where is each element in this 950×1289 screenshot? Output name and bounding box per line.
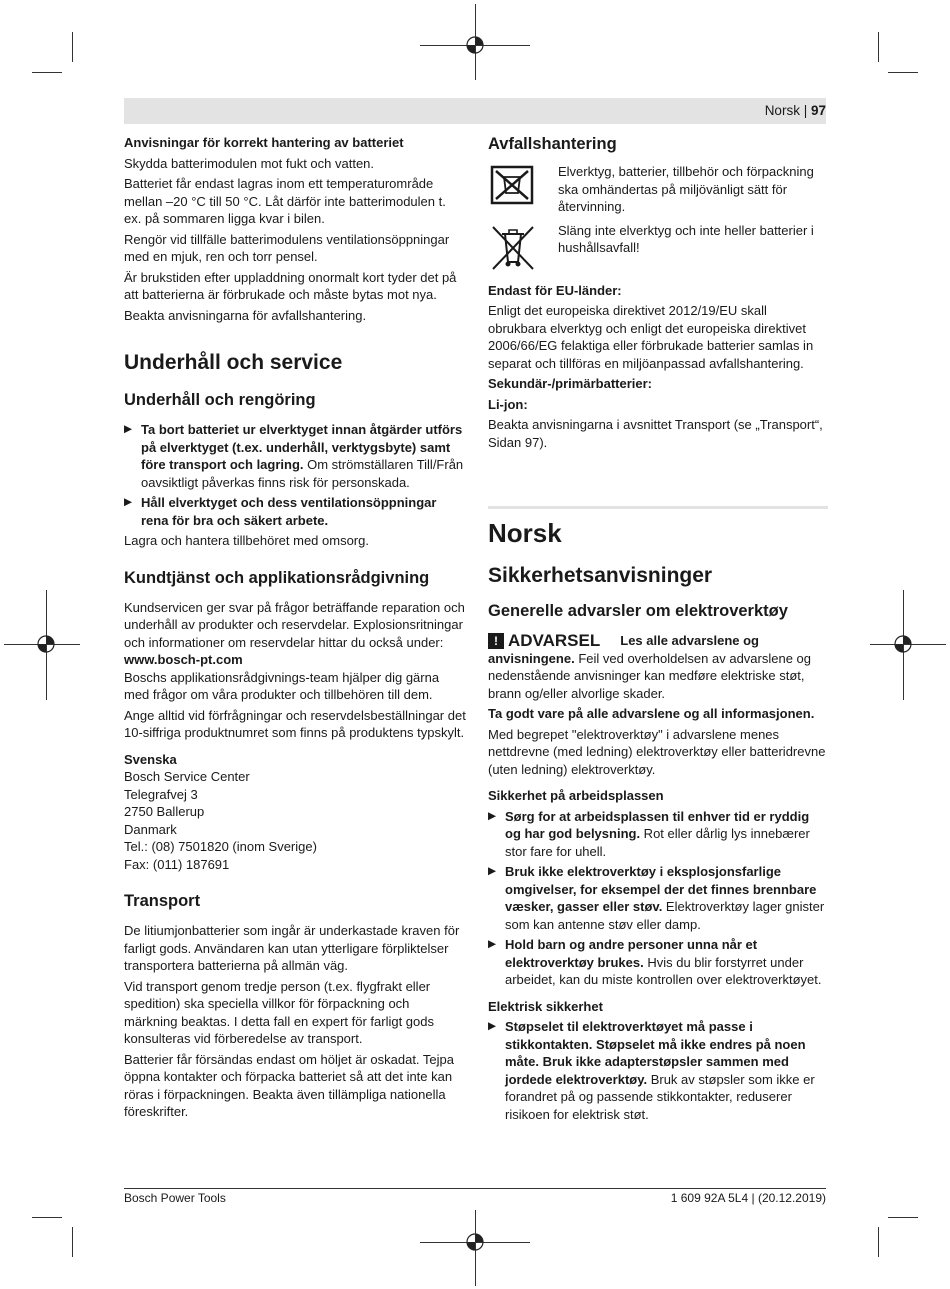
subsection-heading: Transport xyxy=(124,892,201,910)
crop-mark xyxy=(888,72,918,73)
right-column xyxy=(488,134,828,1126)
footer-rule xyxy=(124,1188,826,1189)
paragraph: Boschs applikationsrådgivnings-team hjälper dig gärna med frågor om våra produkter och tillbehören till dem. xyxy=(124,669,440,702)
crop-mark xyxy=(72,32,73,62)
crossed-bin-icon xyxy=(488,222,538,272)
list-item: ▶ Håll elverktyget och dess ventilationsöppningar rena för bra och säkert arbete. xyxy=(124,494,466,529)
elec-heading: Elektrisk sikkerhet xyxy=(488,998,603,1014)
crop-mark xyxy=(878,1227,879,1257)
list-item: ▶ Støpselet til elektroverktøyet må passe i stikkontakten. Støpselet må ikke endres på noen måte. Bruk ikke adapterstøpsler sammen med jordede elektroverktøy. Bruk av støpsler som ikke er forandret på og passende stikkontakter, reduserer risikoen for elektrisk støt. xyxy=(488,1018,828,1123)
crop-mark xyxy=(72,1227,73,1257)
list-item: ▶ Sørg for at arbeidsplassen til enhver tid er ryddig og har god belysning. Rot eller dårlig lys innebærer stor fare for uhell. xyxy=(488,808,828,861)
paragraph: Släng inte elverktyg och inte heller batterier i hushållsavfall! xyxy=(558,222,814,255)
registration-mark-icon xyxy=(464,1231,486,1253)
eu-heading: Endast för EU-länder: xyxy=(488,282,622,298)
paragraph: Rengör vid tillfälle batterimodulens ventilationsöppningar med en mjuk, ren och torr pensel. xyxy=(124,231,450,264)
header-bar xyxy=(124,98,826,124)
paragraph: Lagra och hantera tillbehöret med omsorg. xyxy=(124,533,369,548)
registration-mark-icon xyxy=(35,633,57,655)
subsection-heading: Underhåll och rengöring xyxy=(124,391,316,409)
paragraph: Enligt det europeiska direktivet 2012/19/EU skall obrukbara elverktyg och enligt det europeiska direktivet 2006/66/EG felaktiga eller förbrukade batterier samlas in separat och tillföras en miljöanpassad avfallshantering. xyxy=(488,303,814,371)
address-line: Telegrafvej 3 xyxy=(124,786,198,802)
paragraph: Vid transport genom tredje person (t.ex. flygfrakt eller spedition) ska speciella villkor för förpackning och märkning beaktas. I detta fall en expert för farligt gods konsulteras vid förberedelse av transport. xyxy=(124,978,435,1046)
paragraph-bold: Ta godt vare på alle advarslene og all informasjonen. xyxy=(488,706,815,721)
language-title: Norsk xyxy=(488,518,562,548)
footer-left: Bosch Power Tools xyxy=(124,1191,226,1205)
battery-heading: Anvisningar för korrekt hantering av batteriet xyxy=(124,135,404,150)
list-item: ▶ Bruk ikke elektroverktøy i eksplosjonsfarlige omgivelser, for eksempel der det finnes brennbare væsker, gasser eller støv. Elektroverktøy lager gnister som kan antenne støv eller damp. xyxy=(488,863,828,933)
subsection-heading: Generelle advarsler om elektroverktøy xyxy=(488,602,788,620)
paragraph: Är brukstiden efter uppladdning onormalt kort tyder det på att batterierna är förbrukade och måste bytas mot nya. xyxy=(124,269,457,302)
website-link[interactable]: www.bosch-pt.com xyxy=(124,652,243,667)
registration-mark-icon xyxy=(464,34,486,56)
section-title: Underhåll och service xyxy=(124,351,343,374)
instruction-list xyxy=(124,421,466,529)
paragraph: Beakta anvisningarna i avsnittet Transport (se „Transport“, Sidan 97). xyxy=(488,417,823,450)
paragraph: Ange alltid vid förfrågningar och reservdelsbeställningar det 10-siffriga produktnumret som finns på produktens typskylt. xyxy=(124,707,466,740)
paragraph: Batterier får försändas endast om höljet är oskadat. Tejpa öppna kontakter och förpacka batteriet så att det inte kan röras i förpackningen. Beakta även tillämpliga nationella föreskrifter. xyxy=(124,1051,455,1119)
warning-triangle-icon: ! xyxy=(488,633,504,649)
crop-mark xyxy=(32,1217,62,1218)
paragraph: De litiumjonbatterier som ingår är underkastade kraven för farligt gods. Användaren kan utan ytterligare förpliktelser transportera batterierna på allmän väg. xyxy=(124,923,460,973)
address-line: Tel.: (08) 7501820 (inom Sverige) xyxy=(124,839,317,854)
paragraph: Elverktyg, batterier, tillbehör och förpackning ska omhändertas på miljövänligt sätt för återvinning. xyxy=(558,164,814,214)
crop-mark xyxy=(32,72,62,73)
warning-paragraph: ! ADVARSEL Les alle advarslene og anvisningene. Feil ved overholdelsen av advarslene og nedenstående anvisninger kan medføre elektriske støt, brann og/eller alvorlige skader. xyxy=(488,631,812,701)
subsection-heading: Kundtjänst och applikationsrådgivning xyxy=(124,568,430,587)
recycle-package-icon xyxy=(488,163,538,213)
paragraph: Skydda batterimodulen mot fukt och vatten. xyxy=(124,155,375,171)
left-column xyxy=(124,134,466,1124)
address-line: Fax: (011) 187691 xyxy=(124,856,230,872)
instruction-list xyxy=(488,808,828,989)
page-number: 97 xyxy=(810,103,826,118)
address-line: 2750 Ballerup xyxy=(124,804,205,819)
paragraph: Beakta anvisningarna för avfallshantering. xyxy=(124,307,367,323)
address-country: Svenska xyxy=(124,751,177,767)
list-item: ▶ Ta bort batteriet ur elverktyget innan åtgärder utförs på elverktyget (t.ex. underhåll, verktygsbyte) samt före transport och lagring. Om strömställaren Till/Från oavsiktligt påverkas finns risk för personskada. xyxy=(124,421,466,491)
registration-mark-icon xyxy=(892,633,914,655)
paragraph: Med begrepet "elektroverktøy" i advarslene menes nettdrevne (med ledning) elektroverktøy eller batteridrevne (uten ledning) elektroverktøy. xyxy=(488,726,826,777)
liion-heading: Li-jon: xyxy=(488,396,528,412)
instruction-list xyxy=(488,1018,828,1123)
subsection-heading: Avfallshantering xyxy=(488,135,617,153)
work-heading: Sikkerhet på arbeidsplassen xyxy=(488,788,664,803)
warning-label: ! ADVARSEL xyxy=(488,632,600,650)
section-title: Sikkerhetsanvisninger xyxy=(488,564,713,587)
section-rule xyxy=(488,506,828,509)
list-item: ▶ Hold barn og andre personer unna når et elektroverktøy brukes. Hvis du blir forstyrret under arbeidet, kan du miste kontrollen over elektroverktøyet. xyxy=(488,936,828,989)
address-line: Danmark xyxy=(124,821,177,837)
disposal-row xyxy=(488,222,828,272)
batteries-heading: Sekundär-/primärbatterier: xyxy=(488,376,652,391)
header-section: Norsk xyxy=(764,103,800,118)
disposal-row xyxy=(488,163,828,216)
footer-right: 1 609 92A 5L4 | (20.12.2019) xyxy=(670,1191,826,1205)
page-header: Norsk | 97 xyxy=(764,103,826,118)
address-line: Bosch Service Center xyxy=(124,769,250,784)
paragraph: Kundservicen ger svar på frågor beträffande reparation och underhåll av produkter och reservdelar. Explosionsritningar och informationer om reservdelar hittar du också under: xyxy=(124,599,465,650)
crop-mark xyxy=(888,1217,918,1218)
crop-mark xyxy=(878,32,879,62)
paragraph: Batteriet får endast lagras inom ett temperaturområde mellan –20 °C till 50 °C. Låt därför inte batterimodulen t. ex. på sommaren ligga kvar i bilen. xyxy=(124,176,446,226)
